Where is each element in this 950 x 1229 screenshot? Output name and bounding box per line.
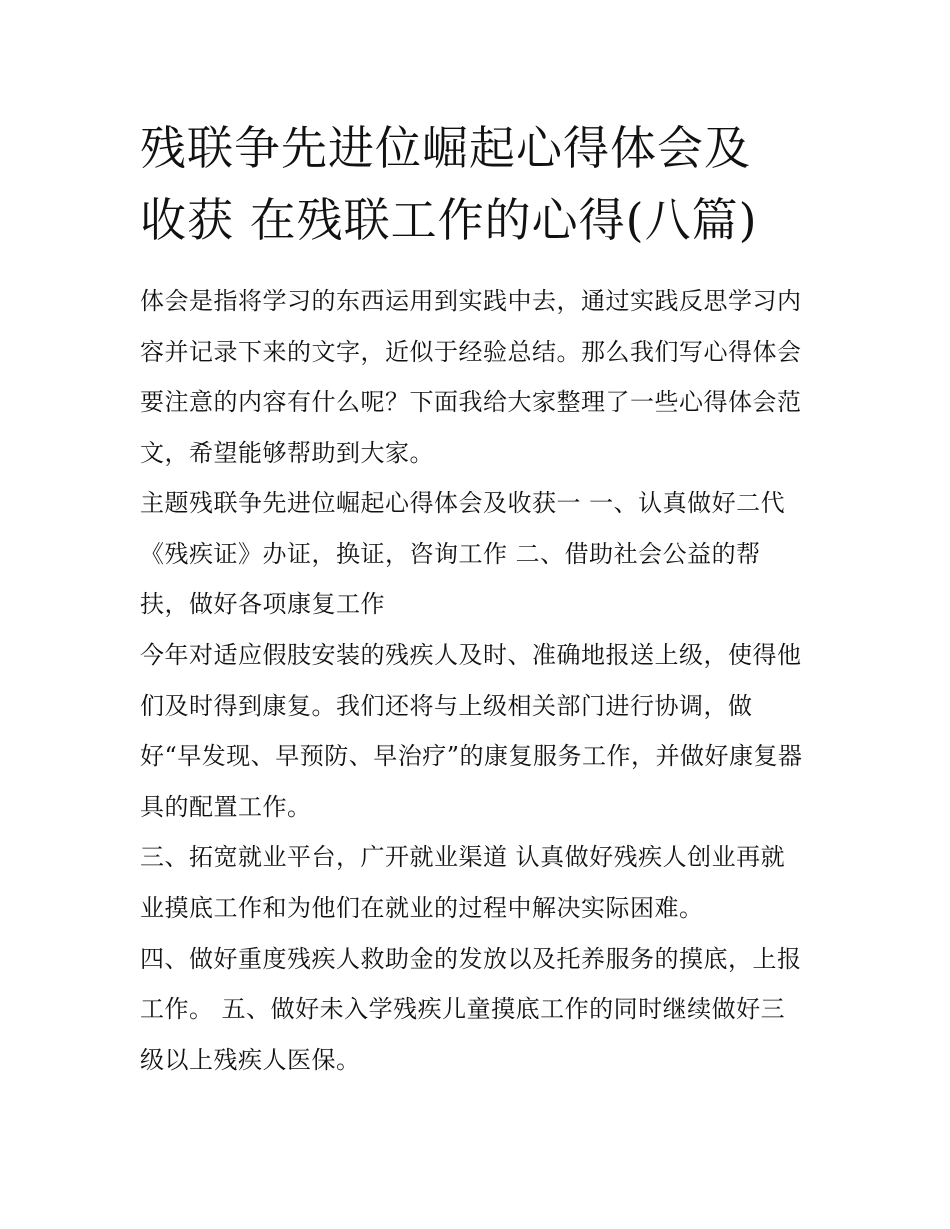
body-line: 今年对适应假肢安装的残疾人及时、准确地报送上级，使得他	[140, 641, 802, 669]
body-line: 《残疾证》办证，换证，咨询工作 二、借助社会公益的帮	[140, 540, 761, 568]
body-line: 四、做好重度残疾人救助金的发放以及托养服务的摸底，上报	[140, 945, 802, 973]
body-line: 主题残联争先进位崛起心得体会及收获一 一、认真做好二代	[140, 489, 786, 517]
body-line: 文，希望能够帮助到大家。	[140, 439, 434, 467]
body-line: 好“早发现、早预防、早治疗”的康复服务工作，并做好康复器	[140, 742, 803, 770]
body-line: 扶，做好各项康复工作	[140, 590, 385, 618]
body-line: 级以上残疾人医保。	[140, 1046, 361, 1074]
title-line: 收获 在残联工作的心得(八篇)	[140, 193, 758, 247]
body-line: 工作。 五、做好未入学残疾儿童摸底工作的同时继续做好三	[140, 995, 786, 1023]
body-line: 容并记录下来的文字，近似于经验总结。那么我们写心得体会	[140, 338, 802, 366]
body-line: 体会是指将学习的东西运用到实践中去，通过实践反思学习内	[140, 287, 802, 315]
body-line: 要注意的内容有什么呢？下面我给大家整理了一些心得体会范	[140, 388, 802, 416]
body-line: 业摸底工作和为他们在就业的过程中解决实际困难。	[140, 894, 704, 922]
body-line: 三、拓宽就业平台，广开就业渠道 认真做好残疾人创业再就	[140, 843, 786, 871]
body-line: 们及时得到康复。我们还将与上级相关部门进行协调，做	[140, 692, 753, 720]
document-title	[140, 112, 830, 256]
body-line: 具的配置工作。	[140, 793, 312, 821]
title-line: 残联争先进位崛起心得体会及	[140, 121, 751, 175]
